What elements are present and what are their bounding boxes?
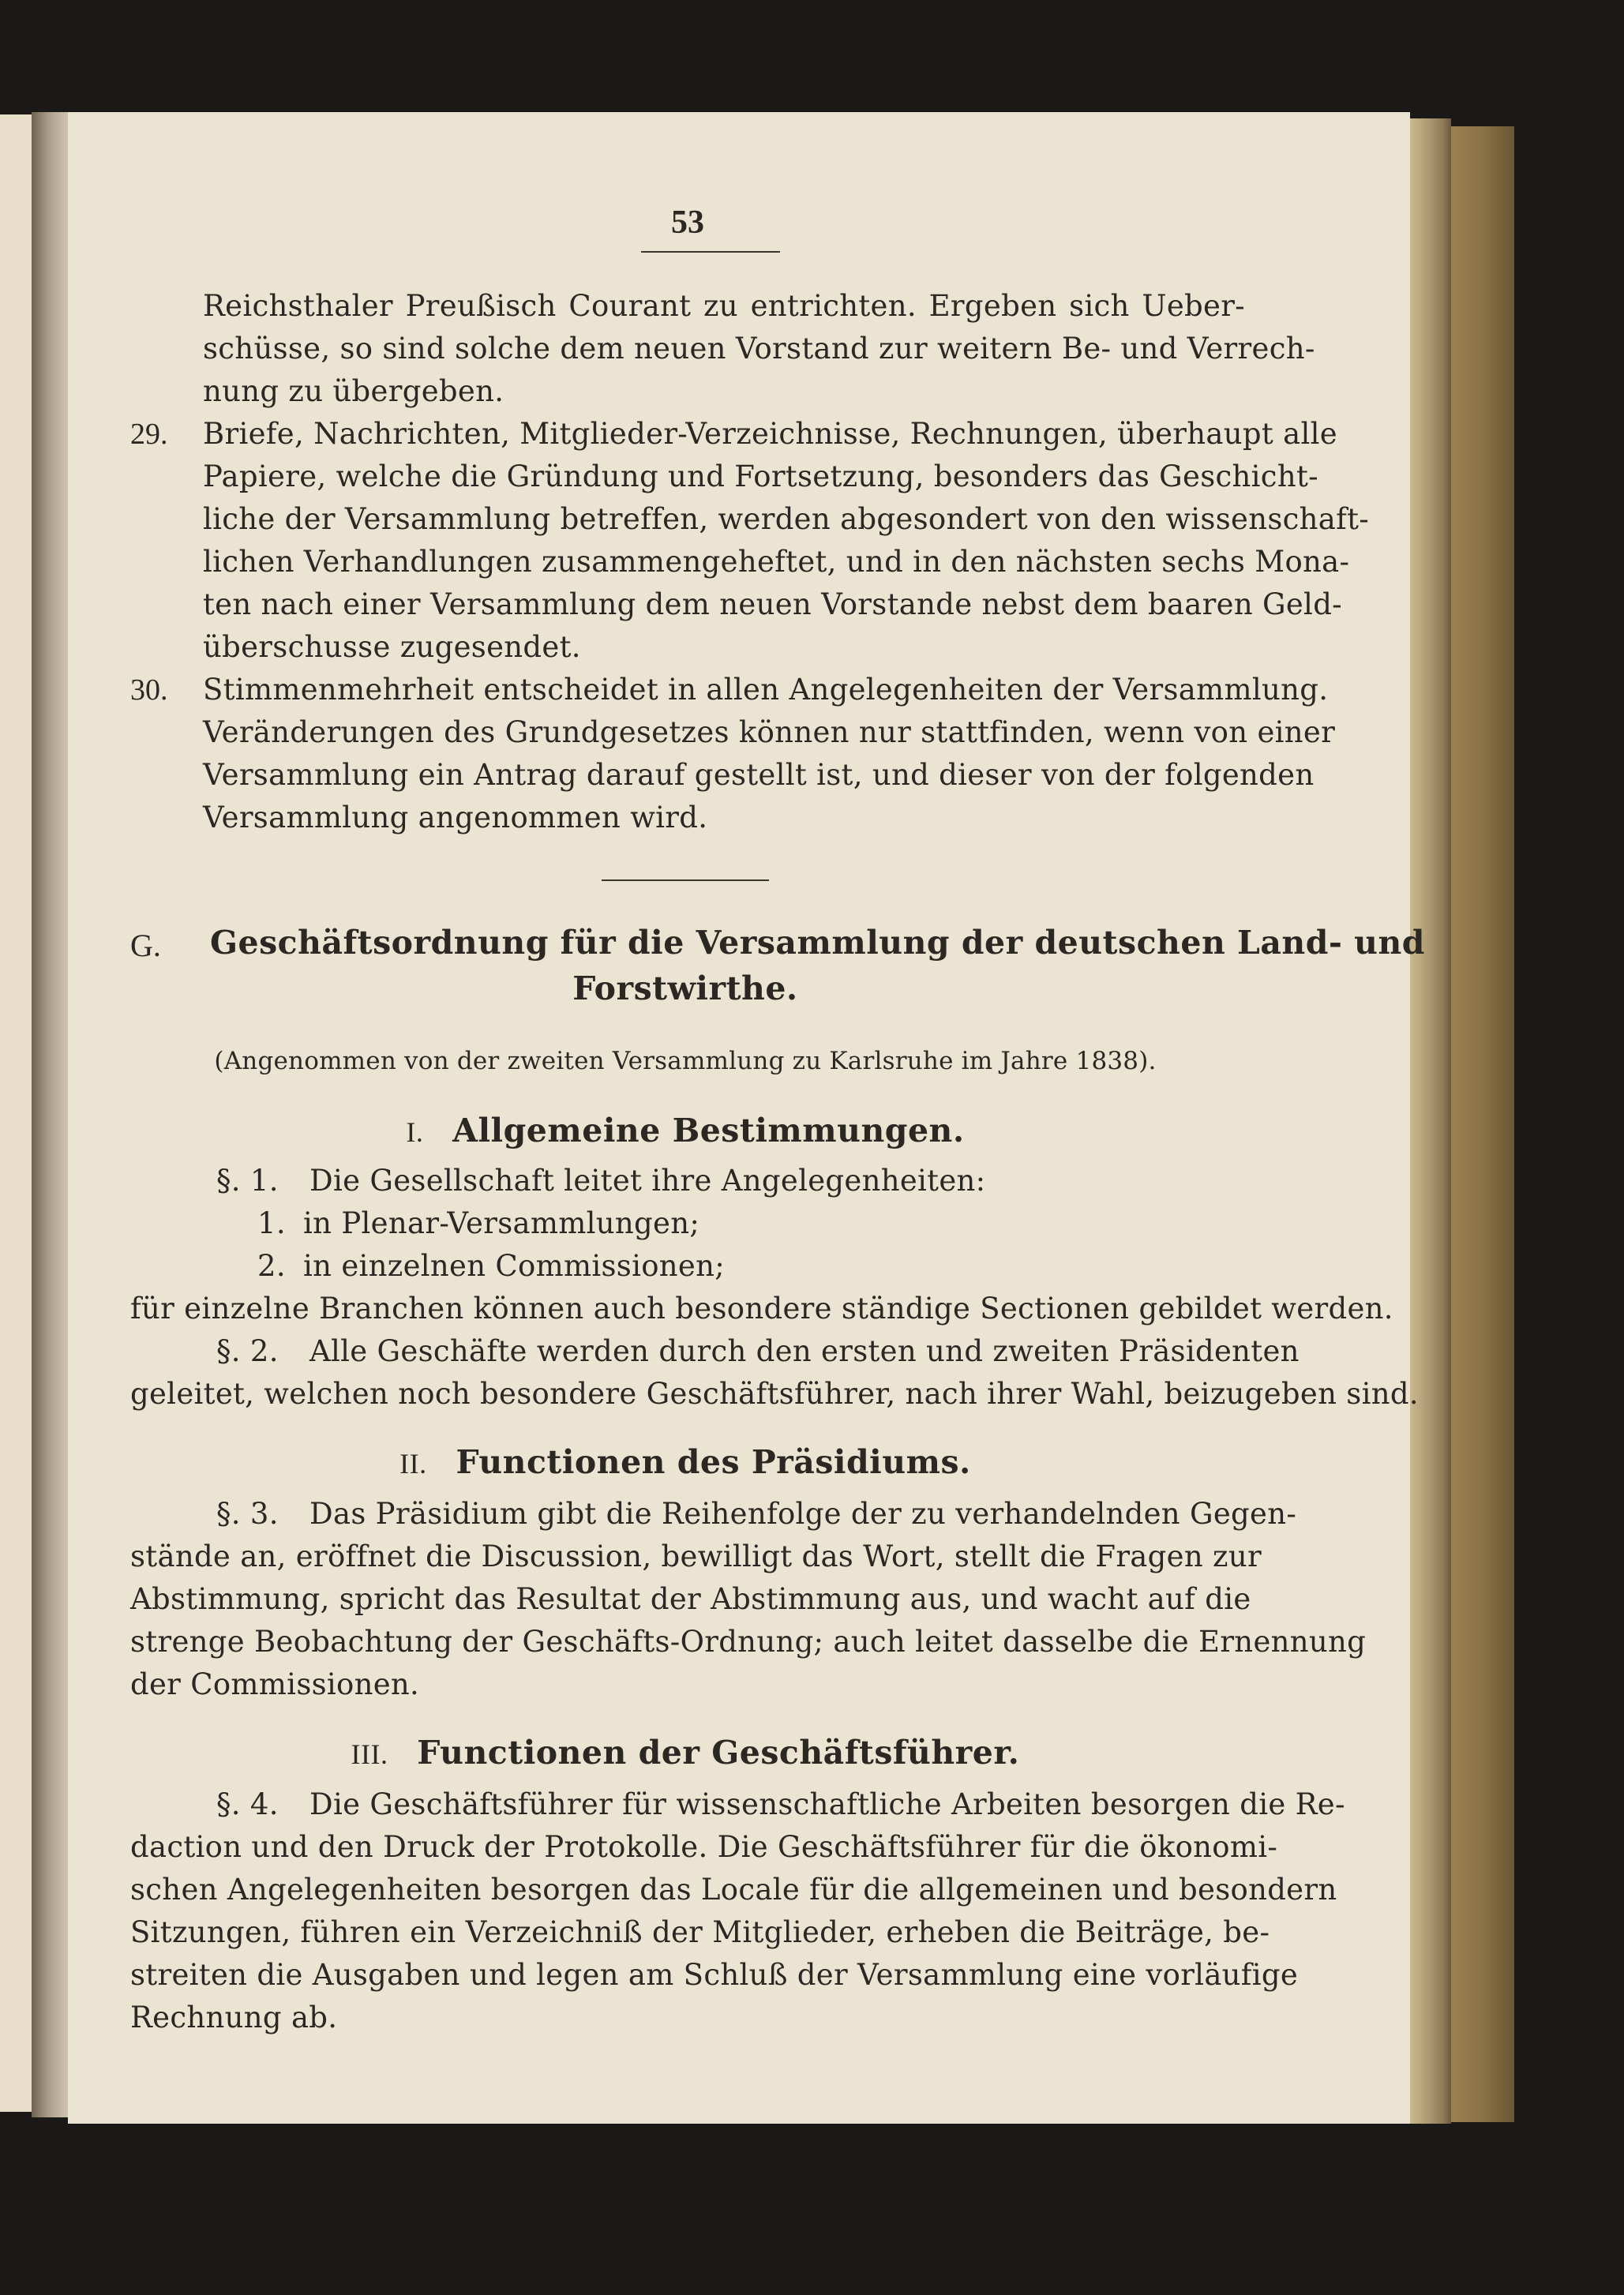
text-line: ten nach einer Versammlung dem neuen Vorstande nebst dem baaren Geld-: [203, 587, 1342, 621]
text-line: Papiere, welche die Gründung und Fortsetzung, besonders das Geschicht-: [203, 459, 1318, 493]
part-heading: [0, 1443, 1371, 1481]
list-number: 1.: [257, 1206, 286, 1240]
text-line: geleitet, welchen noch besondere Geschäftsführer, nach ihrer Wahl, beizugeben sind.: [130, 1377, 1419, 1411]
text-line: strenge Beobachtung der Geschäfts-Ordnung; auch leitet dasselbe die Ernennung: [130, 1625, 1367, 1659]
paragraph-label: §. 3.: [216, 1497, 279, 1531]
list-item: in einzelnen Commissionen;: [303, 1249, 726, 1283]
part-numeral: I.: [406, 1116, 424, 1148]
item-number: 29.: [130, 418, 168, 451]
text-line: Die Gesellschaft leitet ihre Angelegenheiten:: [309, 1164, 986, 1198]
text-line: schüsse, so sind solche dem neuen Vorstand zur weitern Be- und Verrech-: [203, 332, 1315, 366]
text-line: stände an, eröffnet die Discussion, bewilligt das Wort, stellt die Fragen zur: [130, 1539, 1262, 1573]
section-divider: [602, 879, 769, 881]
header-rule: [641, 251, 780, 253]
text-line: Sitzungen, führen ein Verzeichniß der Mitglieder, erheben die Beiträge, be-: [130, 1915, 1270, 1949]
part-numeral: II.: [399, 1448, 427, 1479]
paragraph-label: §. 2.: [216, 1334, 279, 1368]
text-line: Briefe, Nachrichten, Mitglieder-Verzeichnisse, Rechnungen, überhaupt alle: [203, 417, 1337, 451]
list-number: 2.: [257, 1249, 286, 1283]
section-title: Geschäftsordnung für die Versammlung der deutschen Land- und: [210, 924, 1425, 962]
text-line: für einzelne Branchen können auch besondere ständige Sectionen gebildet werden.: [130, 1292, 1393, 1326]
paragraph-label: §. 1.: [216, 1164, 279, 1198]
text-line: Alle Geschäfte werden durch den ersten und zweiten Präsidenten: [309, 1334, 1300, 1368]
paragraph-label: §. 4.: [216, 1787, 279, 1821]
text-line: Veränderungen des Grundgesetzes können nur stattfinden, wenn von einer: [203, 715, 1336, 749]
text-line: Versammlung ein Antrag darauf gestellt ist, und dieser von der folgenden: [203, 758, 1315, 792]
section-title-cont: Forstwirthe.: [572, 969, 798, 1007]
part-title: Allgemeine Bestimmungen.: [452, 1112, 965, 1149]
text-line: lichen Verhandlungen zusammengeheftet, und in den nächsten sechs Mona-: [203, 545, 1350, 579]
text-line: Versammlung angenommen wird.: [203, 801, 708, 834]
text-line: Stimmenmehrheit entscheidet in allen Angelegenheiten der Versammlung.: [203, 673, 1329, 707]
text-line: Rechnung ab.: [130, 2001, 338, 2034]
text-line: daction und den Druck der Protokolle. Die Geschäftsführer für die ökonomi-: [130, 1830, 1278, 1864]
list-item: in Plenar-Versammlungen;: [303, 1206, 700, 1240]
text-line: der Commissionen.: [130, 1667, 420, 1701]
part-numeral: III.: [351, 1738, 388, 1770]
text-line: liche der Versammlung betreffen, werden abgesondert von den wissenschaft-: [203, 502, 1370, 536]
part-heading: [0, 1734, 1371, 1772]
text-line: nung zu übergeben.: [203, 374, 504, 408]
text-line: schen Angelegenheiten besorgen das Locale für die allgemeinen und besondern: [130, 1873, 1337, 1907]
text-line: überschusse zugesendet.: [203, 630, 581, 664]
text-line: Abstimmung, spricht das Resultat der Abstimmung aus, und wacht auf die: [130, 1582, 1251, 1616]
section-subtitle: (Angenommen von der zweiten Versammlung zu Karlsruhe im Jahre 1838).: [214, 1047, 1157, 1075]
text-line: streiten die Ausgaben und legen am Schluß der Versammlung eine vorläufige: [130, 1958, 1299, 1992]
item-number: 30.: [130, 673, 168, 707]
section-letter: G.: [130, 928, 161, 963]
text-line: Das Präsidium gibt die Reihenfolge der zu verhandelnden Gegen-: [309, 1497, 1297, 1531]
page-number: 53: [671, 204, 704, 241]
part-heading: [0, 1112, 1371, 1149]
part-title: Functionen der Geschäftsführer.: [417, 1734, 1020, 1772]
text-line: Reichsthaler Preußisch Courant zu entrichten. Ergeben sich Ueber-: [203, 289, 1245, 323]
part-title: Functionen des Präsidiums.: [456, 1443, 971, 1481]
text-line: Die Geschäftsführer für wissenschaftliche Arbeiten besorgen die Re-: [309, 1787, 1345, 1821]
